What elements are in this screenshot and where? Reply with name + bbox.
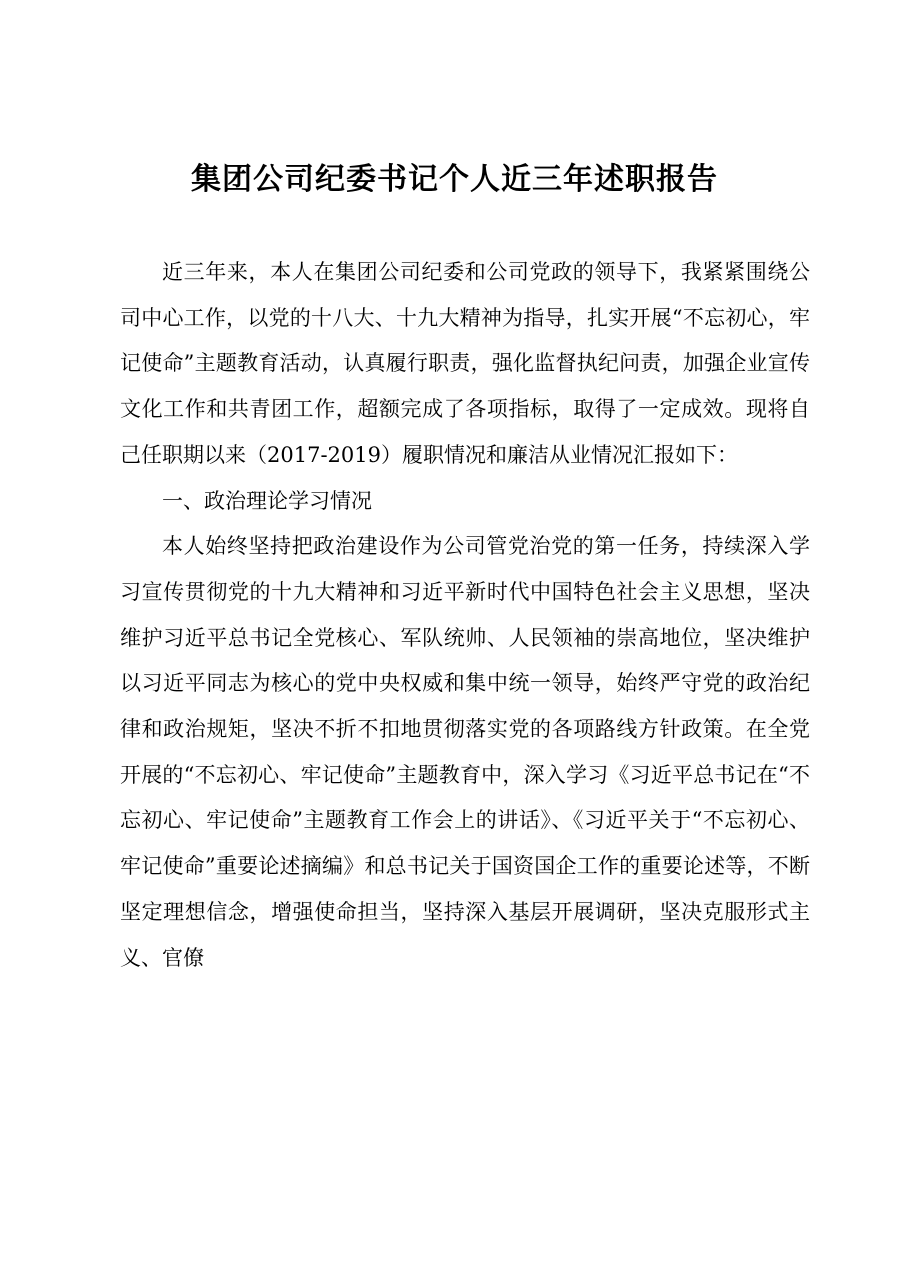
paragraph-intro: 近三年来，本人在集团公司纪委和公司党政的领导下，我紧紧围绕公司中心工作，以党的十八大、十九大精神为指导，扎实开展“不忘初心，牢记使命”主题教育活动，认真履行职责，强化监督执纪问责，加强企业宣传文化工作和共青团工作，超额完成了各项指标，取得了一定成效。现将自己任职期以来（2017-2019）履职情况和廉洁从业情况汇报如下： <box>120 260 810 467</box>
paragraph-political-study: 本人始终坚持把政治建设作为公司管党治党的第一任务，持续深入学习宣传贯彻党的十九大精神和习近平新时代中国特色社会主义思想，坚决维护习近平总书记全党核心、军队统帅、人民领袖的崇高地位，坚决维护以习近平同志为核心的党中央权威和集中统一领导，始终严守党的政治纪律和政治规矩，坚决不折不扣地贯彻落实党的各项路线方针政策。在全党开展的“不忘初心、牢记使命”主题教育中，深入学习《习近平总书记在“不忘初心、牢记使命”主题教育工作会上的讲话》、《习近平关于“不忘初心、牢记使命”重要论述摘编》和总书记关于国资国企工作的重要论述等，不断坚定理想信念，增强使命担当，坚持深入基层开展调研，坚决克服形式主义、官僚 <box>120 534 810 970</box>
document-title: 集团公司纪委书记个人近三年述职报告 <box>191 162 718 197</box>
section-heading-political-study: 一、政治理论学习情况 <box>162 488 372 513</box>
document-body <box>120 250 810 981</box>
